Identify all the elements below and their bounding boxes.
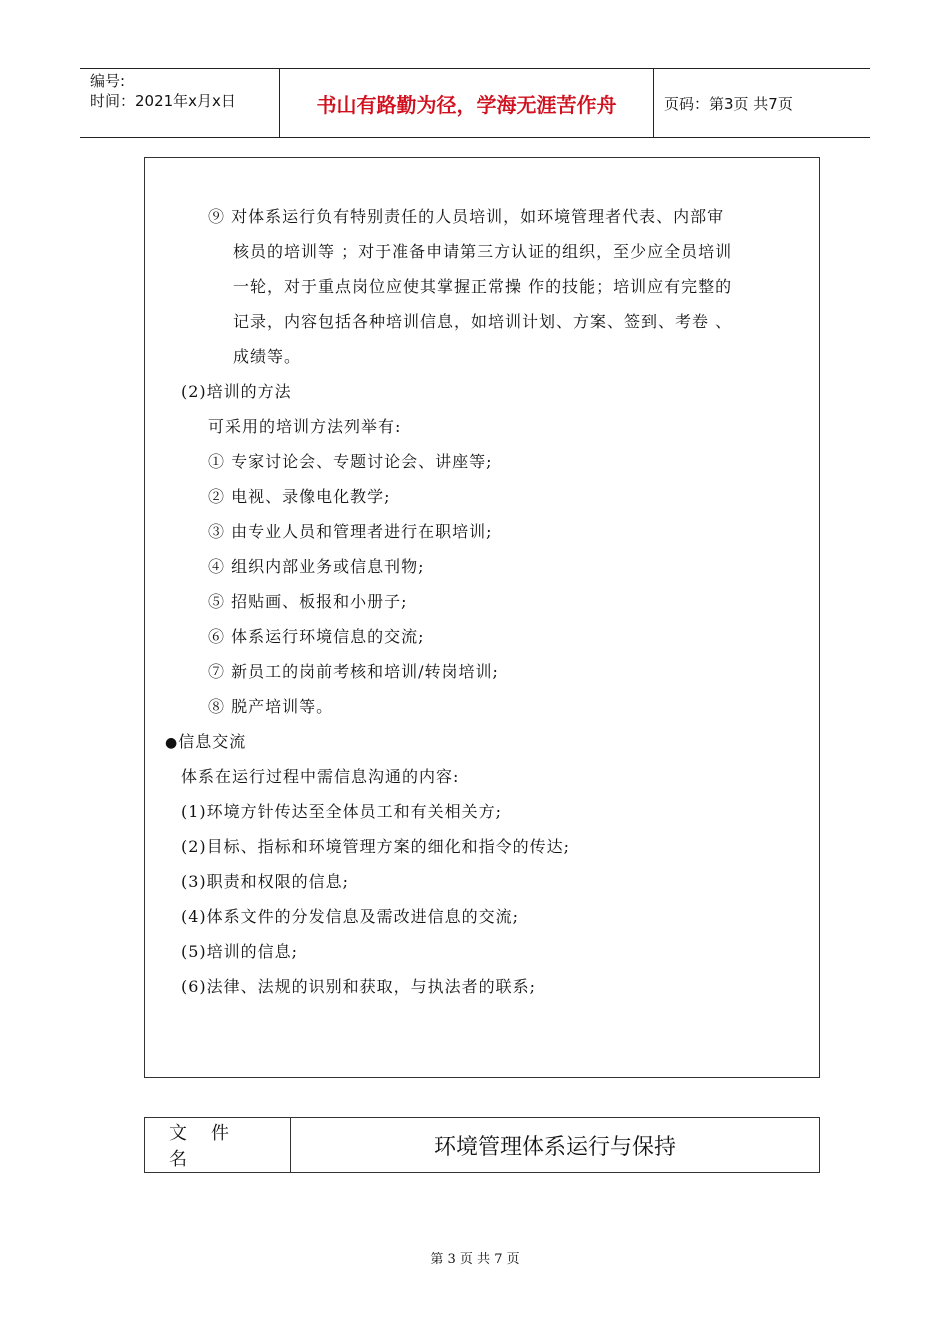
- info-item: (3)职责和权限的信息;: [181, 872, 350, 891]
- method-item: ⑧ 脱产培训等。: [208, 697, 334, 716]
- header-slogan: 书山有路勤为径，学海无涯苦作舟: [280, 69, 654, 137]
- methods-intro: 可采用的培训方法列举有:: [208, 417, 402, 436]
- method-item: ④ 组织内部业务或信息刊物;: [208, 557, 425, 576]
- method-item: ⑥ 体系运行环境信息的交流;: [208, 627, 425, 646]
- header-page-label: 页码：第3页 共7页: [664, 94, 793, 113]
- header-meta: [80, 69, 280, 137]
- info-item: (1)环境方针传达至全体员工和有关相关方;: [181, 802, 503, 821]
- info-item: (5)培训的信息;: [181, 942, 299, 961]
- item9-line4: 记录，内容包括各种培训信息，如培训计划、方案、签到、考卷 、: [233, 312, 733, 331]
- info-item: (4)体系文件的分发信息及需改进信息的交流;: [181, 907, 520, 926]
- doc-name-value: 环境管理体系运行与保持: [433, 1134, 676, 1160]
- date-label: 时间：2021年x月x日: [90, 92, 236, 110]
- bullet-icon: ●: [165, 735, 179, 751]
- method-item: ② 电视、录像电化教学;: [208, 487, 391, 506]
- page-footer: 第 3 页 共 7 页: [430, 1252, 520, 1267]
- item9-line5: 成绩等。: [233, 347, 302, 366]
- item9-line3: 一轮，对于重点岗位应使其掌握正常操 作的技能；培训应有完整的: [233, 277, 733, 296]
- info-item: (6)法律、法规的识别和获取，与执法者的联系;: [181, 977, 537, 996]
- info-intro: 体系在运行过程中需信息沟通的内容:: [181, 767, 460, 786]
- content-box: [144, 157, 820, 1078]
- item9-line1: ⑨ 对体系运行负有特别责任的人员培训，如环境管理者代表、内部审: [208, 207, 725, 226]
- method-item: ③ 由专业人员和管理者进行在职培训;: [208, 522, 493, 541]
- doc-name-table: [144, 1117, 820, 1173]
- method-item: ① 专家讨论会、专题讨论会、讲座等;: [208, 452, 493, 471]
- number-label: 编号:: [90, 72, 126, 90]
- page-header: [80, 68, 870, 138]
- method-item: ⑤ 招贴画、板报和小册子;: [208, 592, 408, 611]
- info-heading-row: [165, 729, 246, 752]
- info-item: (2)目标、指标和环境管理方案的细化和指令的传达;: [181, 837, 571, 856]
- doc-name-label: 文件名: [145, 1118, 291, 1172]
- method-item: ⑦ 新员工的岗前考核和培训/转岗培训;: [208, 662, 499, 681]
- item9-line2: 核员的培训等 ；对于准备申请第三方认证的组织，至少应全员培训: [233, 242, 733, 261]
- info-heading: 信息交流: [178, 732, 247, 751]
- methods-heading: (2)培训的方法: [181, 382, 292, 401]
